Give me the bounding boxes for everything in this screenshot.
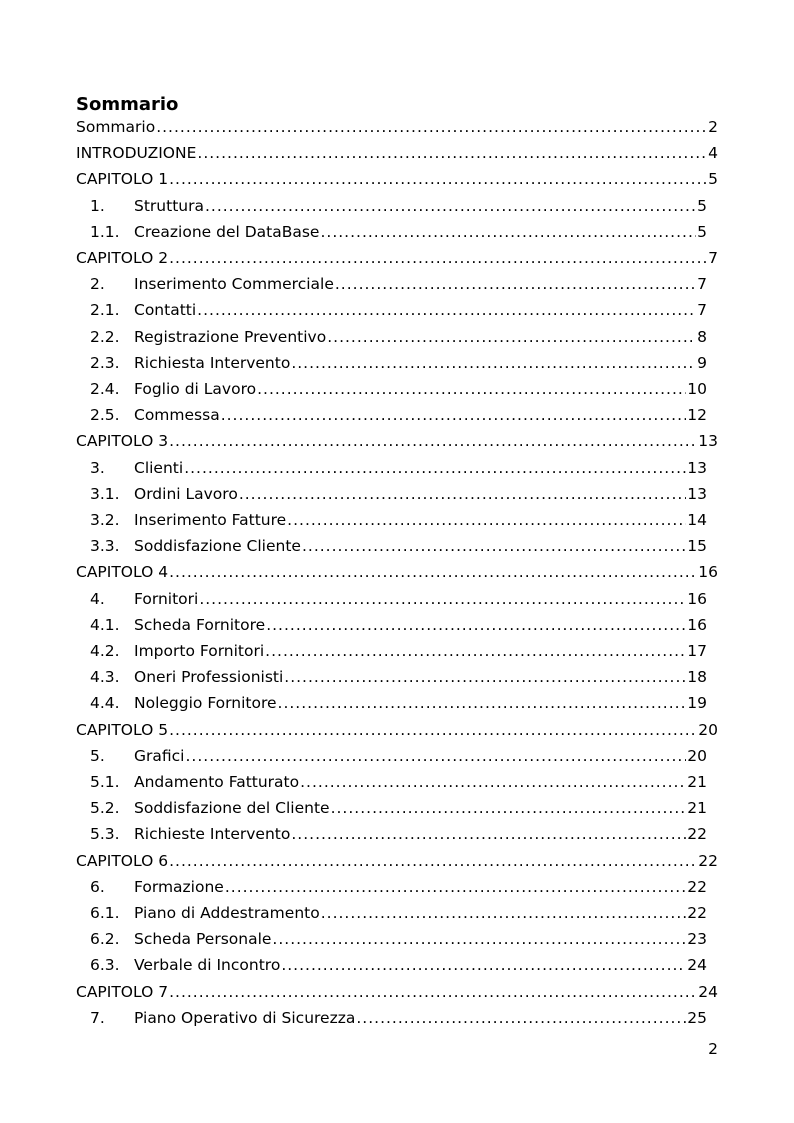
toc-entry-label: Formazione: [134, 877, 224, 896]
toc-dot-leader: [169, 717, 697, 743]
toc-entry-number: 5.: [90, 746, 105, 765]
toc-entry[interactable]: [90, 376, 707, 402]
toc-dot-leader: [221, 402, 687, 428]
toc-entry-page: 4: [708, 144, 718, 163]
toc-entry[interactable]: [90, 769, 707, 795]
toc-entry-page: 5: [708, 170, 718, 189]
toc-entry[interactable]: [90, 271, 707, 297]
toc-entry-number: 2.5.: [90, 406, 120, 425]
toc-entry-page: 13: [698, 432, 718, 451]
toc-dot-leader: [278, 690, 687, 716]
toc-entry-page: 10: [687, 380, 707, 398]
toc-entry[interactable]: [76, 245, 718, 271]
toc-entry-label: Noleggio Fornitore: [134, 694, 277, 713]
toc-dot-leader: [300, 769, 686, 795]
toc-dot-leader: [281, 952, 686, 978]
toc-entry-page: 16: [687, 615, 707, 634]
toc-entry[interactable]: [90, 821, 707, 847]
toc-entry-page: 13: [687, 458, 707, 477]
toc-entry-page: 21: [687, 773, 707, 791]
toc-dot-leader: [265, 638, 686, 664]
toc-entry[interactable]: [76, 140, 718, 166]
toc-entry-number: 3.2.: [90, 511, 120, 529]
toc-entry-page: 23: [687, 930, 707, 949]
toc-entry-number: 4.: [90, 589, 105, 608]
toc-dot-leader: [185, 743, 686, 769]
toc-entry-label: Sommario: [76, 118, 156, 136]
toc-entry-label: Oneri Professionisti: [134, 668, 284, 687]
toc-entry-number: 2.2.: [90, 327, 120, 346]
toc-entry-page: 17: [687, 642, 707, 660]
toc-entry-label: Piano Operativo di Sicurezza: [134, 1008, 356, 1027]
toc-entry[interactable]: [90, 586, 707, 612]
toc-entry-page: 25: [687, 1008, 707, 1027]
toc-entry-label: CAPITOLO 6: [76, 851, 169, 870]
toc-entry-page: 7: [697, 275, 707, 294]
toc-entry[interactable]: [90, 952, 707, 978]
toc-entry-label: Creazione del DataBase: [134, 222, 320, 241]
toc-entry[interactable]: [76, 166, 718, 192]
toc-dot-leader: [156, 114, 707, 140]
toc-entry-page: 5: [697, 196, 707, 215]
toc-entry-number: 4.2.: [90, 642, 120, 660]
toc-entry-label: Scheda Fornitore: [134, 615, 266, 634]
toc-dot-leader: [331, 795, 687, 821]
toc-entry-label: Clienti: [134, 458, 184, 477]
toc-entry-number: 4.3.: [90, 668, 120, 687]
toc-dot-leader: [356, 1005, 686, 1031]
toc-dot-leader: [302, 533, 686, 559]
toc-dot-leader: [169, 245, 707, 271]
toc-entry[interactable]: [90, 638, 707, 664]
toc-entry-page: 8: [697, 327, 707, 346]
toc-dot-leader: [321, 900, 687, 926]
toc-entry-page: 22: [687, 877, 707, 896]
toc-entry-number: 6.1.: [90, 904, 120, 922]
toc-dot-leader: [199, 586, 686, 612]
toc-dot-leader: [239, 481, 686, 507]
toc-entry-number: 4.4.: [90, 694, 120, 713]
toc-entry[interactable]: [76, 559, 718, 585]
toc-entry-label: Inserimento Fatture: [134, 511, 287, 529]
toc-entry-number: 4.1.: [90, 615, 120, 634]
toc-dot-leader: [257, 376, 686, 402]
toc-entry[interactable]: [90, 455, 707, 481]
toc-entry-page: 22: [698, 851, 718, 870]
toc-dot-leader: [287, 507, 686, 533]
toc-entry-number: 2.: [90, 275, 105, 294]
toc-entry[interactable]: [90, 481, 707, 507]
toc-entry-label: Richieste Intervento: [134, 825, 291, 844]
toc-entry-page: 22: [687, 825, 707, 844]
toc-entry-label: CAPITOLO 3: [76, 432, 169, 451]
toc-entry-label: INTRODUZIONE: [76, 144, 197, 163]
toc-entry-number: 6.2.: [90, 930, 120, 949]
toc-dot-leader: [291, 350, 696, 376]
toc-entry-number: 5.2.: [90, 799, 120, 818]
toc-entry-page: 18: [687, 668, 707, 687]
toc-entry-number: 3.3.: [90, 537, 120, 556]
toc-entry[interactable]: [90, 402, 707, 428]
toc-entry-page: 22: [687, 904, 707, 922]
toc-entry-page: 21: [687, 799, 707, 818]
toc-entry-number: 3.1.: [90, 484, 120, 503]
page-number: 2: [708, 1040, 718, 1058]
toc-entry-label: Piano di Addestramento: [134, 904, 320, 922]
toc-entry-number: 5.1.: [90, 773, 120, 791]
toc-entry-number: 2.1.: [90, 301, 120, 320]
toc-entry-label: CAPITOLO 5: [76, 720, 169, 739]
toc-entry[interactable]: [90, 193, 707, 219]
toc-entry-page: 20: [698, 720, 718, 739]
toc-entry-label: Fornitori: [134, 589, 199, 608]
toc-entry[interactable]: [76, 848, 718, 874]
toc-dot-leader: [169, 166, 707, 192]
toc-entry-page: 15: [687, 537, 707, 556]
toc-entry[interactable]: [90, 1005, 707, 1031]
toc-entry-label: CAPITOLO 4: [76, 563, 169, 582]
toc-entry[interactable]: [76, 114, 718, 140]
toc-dot-leader: [197, 297, 696, 323]
toc-entry[interactable]: [90, 900, 707, 926]
toc-entry[interactable]: [90, 507, 707, 533]
toc-entry-label: CAPITOLO 2: [76, 249, 169, 267]
toc-entry[interactable]: [90, 690, 707, 716]
toc-entry-page: 16: [687, 589, 707, 608]
toc-dot-leader: [335, 271, 696, 297]
toc-dot-leader: [284, 664, 686, 690]
toc-entry-page: 16: [698, 563, 718, 582]
toc-entry[interactable]: [90, 664, 707, 690]
toc-entry-label: Foglio di Lavoro: [134, 380, 257, 398]
toc-entry-label: Andamento Fatturato: [134, 773, 300, 791]
toc-dot-leader: [320, 219, 696, 245]
toc-entry-label: Ordini Lavoro: [134, 484, 238, 503]
toc-entry-page: 2: [708, 118, 718, 136]
toc-dot-leader: [225, 874, 686, 900]
toc-entry-page: 9: [697, 353, 707, 372]
toc-entry-label: CAPITOLO 1: [76, 170, 169, 189]
toc-entry-number: 6.: [90, 877, 105, 896]
toc-entry-number: 2.4.: [90, 380, 120, 398]
toc-entry[interactable]: [90, 324, 707, 350]
toc-entry[interactable]: [90, 219, 707, 245]
toc-entry-label: Struttura: [134, 196, 204, 215]
toc-dot-leader: [272, 926, 686, 952]
toc-entry[interactable]: [90, 926, 707, 952]
toc-entry[interactable]: [90, 612, 707, 638]
toc-entry[interactable]: [76, 979, 718, 1005]
toc-entry-page: 14: [687, 511, 707, 529]
toc-entry[interactable]: [90, 795, 707, 821]
toc-entry[interactable]: [90, 533, 707, 559]
toc-entry-page: 7: [708, 249, 718, 267]
toc-entry-number: 5.3.: [90, 825, 120, 844]
toc-entry-number: 2.3.: [90, 353, 120, 372]
toc-dot-leader: [266, 612, 686, 638]
toc-entry[interactable]: [76, 428, 718, 454]
toc-entry-label: Grafici: [134, 746, 185, 765]
toc-entry-label: Inserimento Commerciale: [134, 275, 334, 294]
toc-entry-number: 6.3.: [90, 956, 120, 975]
toc-entry-label: CAPITOLO 7: [76, 982, 169, 1001]
toc-entry-page: 24: [698, 982, 718, 1001]
toc-entry-label: Soddisfazione del Cliente: [134, 799, 330, 818]
toc-entry[interactable]: [90, 743, 707, 769]
toc-entry-page: 20: [687, 746, 707, 765]
toc-entry-page: 7: [697, 301, 707, 320]
toc-entry-number: 1.: [90, 196, 105, 215]
toc-dot-leader: [169, 428, 697, 454]
page-title: Sommario: [76, 94, 179, 115]
toc-entry-page: 19: [687, 694, 707, 713]
toc-dot-leader: [184, 455, 686, 481]
toc-entry-label: Registrazione Preventivo: [134, 327, 327, 346]
toc-dot-leader: [169, 979, 697, 1005]
toc-dot-leader: [169, 559, 697, 585]
toc-entry-page: 5: [697, 222, 707, 241]
toc-entry[interactable]: [90, 297, 707, 323]
toc-entry-page: 13: [687, 484, 707, 503]
toc-entry[interactable]: [90, 350, 707, 376]
toc-entry-label: Commessa: [134, 406, 220, 425]
toc-entry-label: Scheda Personale: [134, 930, 272, 949]
toc-dot-leader: [327, 324, 696, 350]
toc-entry[interactable]: [76, 717, 718, 743]
toc-entry-label: Contatti: [134, 301, 197, 320]
toc-entry-number: 1.1.: [90, 222, 120, 241]
toc-entry-number: 3.: [90, 458, 105, 477]
toc-entry[interactable]: [90, 874, 707, 900]
toc-dot-leader: [169, 848, 697, 874]
toc-entry-number: 7.: [90, 1008, 105, 1027]
toc-entry-label: Soddisfazione Cliente: [134, 537, 301, 556]
toc-entry-page: 12: [687, 406, 707, 425]
toc-entry-label: Richiesta Intervento: [134, 353, 291, 372]
toc-dot-leader: [291, 821, 686, 847]
toc-entry-label: Importo Fornitori: [134, 642, 265, 660]
toc-entry-label: Verbale di Incontro: [134, 956, 281, 975]
toc-dot-leader: [205, 193, 696, 219]
toc-dot-leader: [197, 140, 707, 166]
toc-entry-page: 24: [687, 956, 707, 975]
